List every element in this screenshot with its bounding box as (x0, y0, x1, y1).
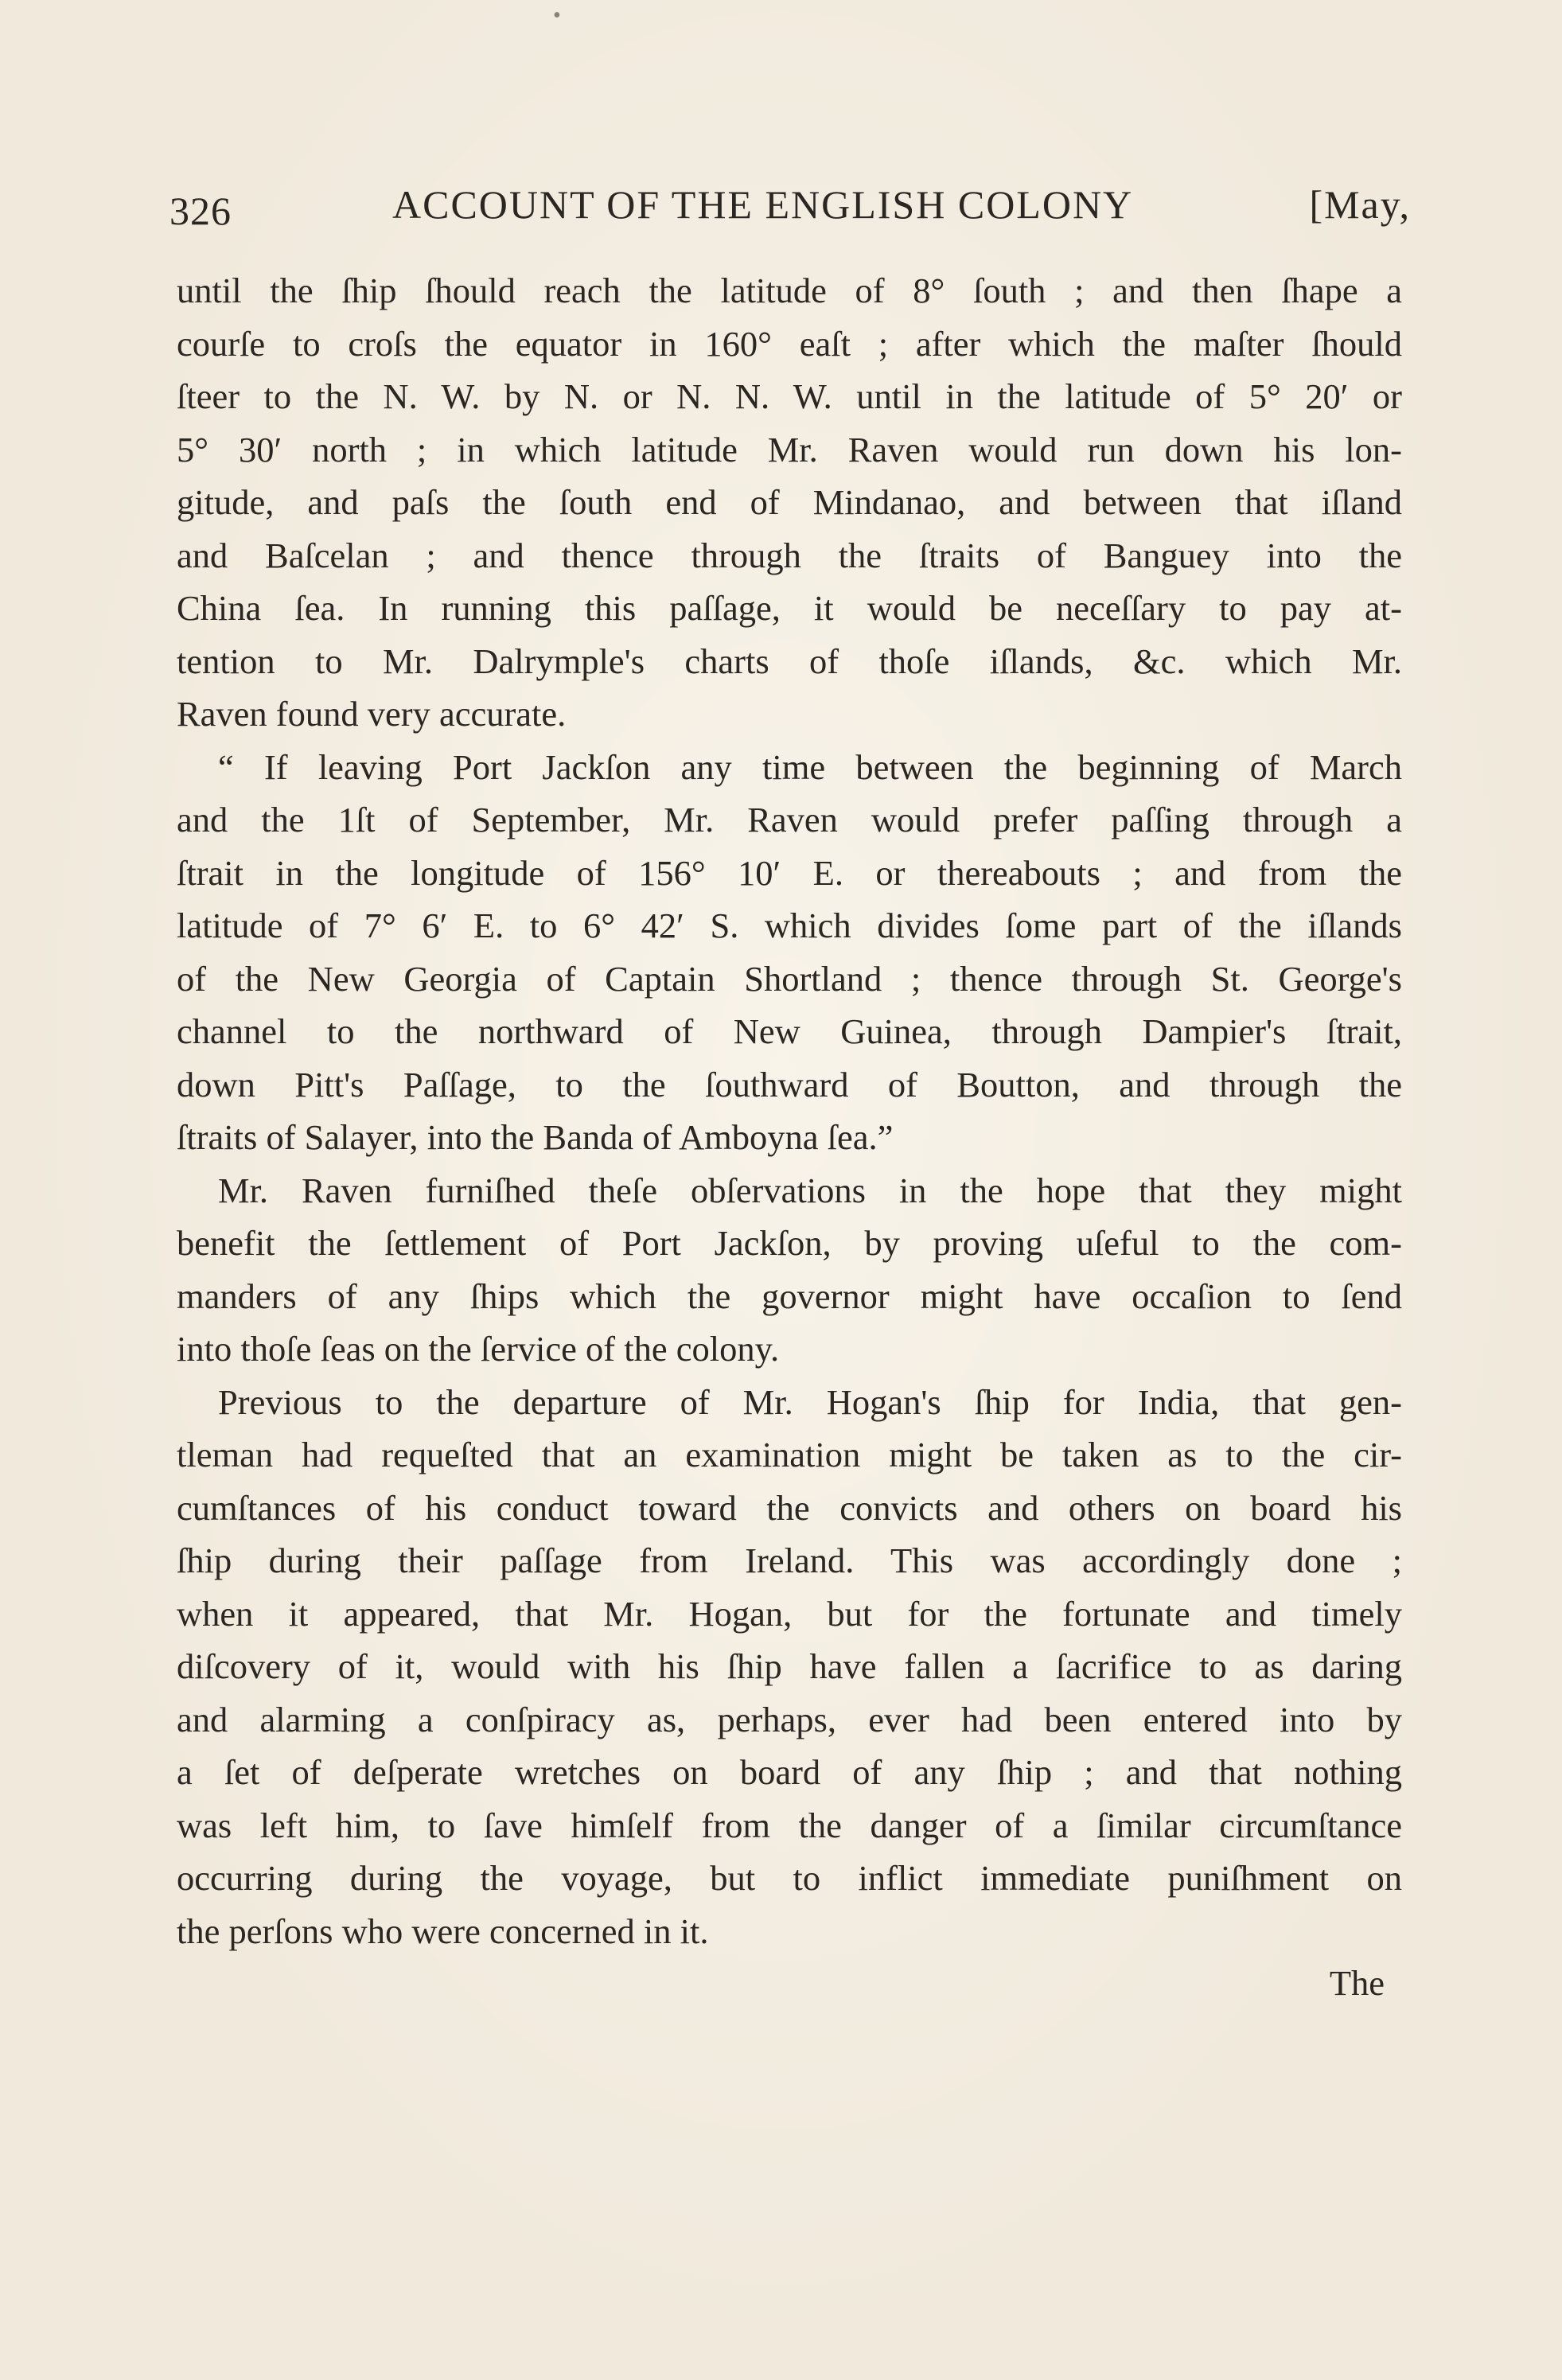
text-line: ſtrait in the longitude of 156° 10′ E. or thereabouts ; and from the (177, 852, 1402, 893)
text-line: a ſet of deſperate wretches on board of any ſhip ; and that nothing (177, 1752, 1402, 1792)
running-title: ACCOUNT OF THE ENGLISH COLONY (392, 182, 1134, 227)
text-line: gitude, and paſs the ſouth end of Mindanao, and between that iſland (177, 482, 1402, 522)
text-line: ſteer to the N. W. by N. or N. N. W. until in the latitude of 5° 20′ or (177, 376, 1402, 416)
text-line: down Pitt's Paſſage, to the ſouthward of Boutton, and through the (177, 1064, 1402, 1104)
ink-speck: • (553, 3, 561, 28)
text-line: tleman had requeſted that an examination might be taken as to the cir- (177, 1435, 1402, 1474)
text-line: and Baſcelan ; and thence through the ſtraits of Banguey into the (177, 535, 1402, 575)
text-line: when it appeared, that Mr. Hogan, but for the fortunate and timely (177, 1593, 1402, 1634)
text-line: 5° 30′ north ; in which latitude Mr. Raven would run down his lon- (177, 429, 1402, 469)
text-line: the perſons who were concerned in it. (177, 1911, 709, 1951)
text-line: was left him, to ſave himſelf from the danger of a ſimilar circumſtance (177, 1805, 1402, 1845)
body-text (177, 264, 1402, 1957)
text-line: ſtraits of Salayer, into the Banda of Amboyna ſea.” (177, 1117, 894, 1157)
text-line: channel to the northward of New Guinea, through Dampier's ſtrait, (177, 1011, 1402, 1051)
text-line: “ If leaving Port Jackſon any time between the beginning of March (218, 746, 1402, 787)
text-line: China ſea. In running this paſſage, it would be neceſſary to pay at- (177, 588, 1402, 628)
page-number: 326 (169, 189, 232, 233)
text-line: courſe to croſs the equator in 160° eaſt ; after which the maſter ſhould (177, 323, 1402, 364)
text-line: into thoſe ſeas on the ſervice of the colony. (177, 1329, 780, 1369)
text-line: diſcovery of it, would with his ſhip have fallen a ſacrifice to as daring (177, 1646, 1402, 1686)
text-line: and the 1ſt of September, Mr. Raven would prefer paſſing through a (177, 800, 1402, 839)
text-line: cumſtances of his conduct toward the convicts and others on board his (177, 1487, 1402, 1528)
text-line: ſhip during their paſſage from Ireland. This was accordingly done ; (177, 1541, 1402, 1580)
text-line: until the ſhip ſhould reach the latitude of 8° ſouth ; and then ſhape a (177, 271, 1402, 310)
text-line: tention to Mr. Dalrymple's charts of thoſe iſlands, &c. which Mr. (177, 641, 1402, 681)
text-line: of the New Georgia of Captain Shortland ; thence through St. George's (177, 958, 1402, 999)
text-line: Mr. Raven furniſhed theſe obſervations in the hope that they might (218, 1170, 1402, 1210)
text-line: and alarming a conſpiracy as, perhaps, ever had been entered into by (177, 1699, 1402, 1739)
text-line: occurring during the voyage, but to inflict immediate puniſhment on (177, 1858, 1402, 1898)
page-header (169, 181, 1411, 237)
text-line: latitude of 7° 6′ E. to 6° 42′ S. which divides ſome part of the iſlands (177, 906, 1402, 945)
text-line: Raven found very accurate. (177, 694, 567, 734)
text-line: Previous to the departure of Mr. Hogan's ſhip for India, that gen- (218, 1381, 1402, 1422)
text-line: manders of any ſhips which the governor might have occaſion to ſend (177, 1276, 1402, 1316)
running-month: [May, (1309, 182, 1411, 227)
text-line: benefit the ſettlement of Port Jackſon, by proving uſeful to the com- (177, 1223, 1402, 1263)
catchword: The (1329, 1963, 1385, 2003)
